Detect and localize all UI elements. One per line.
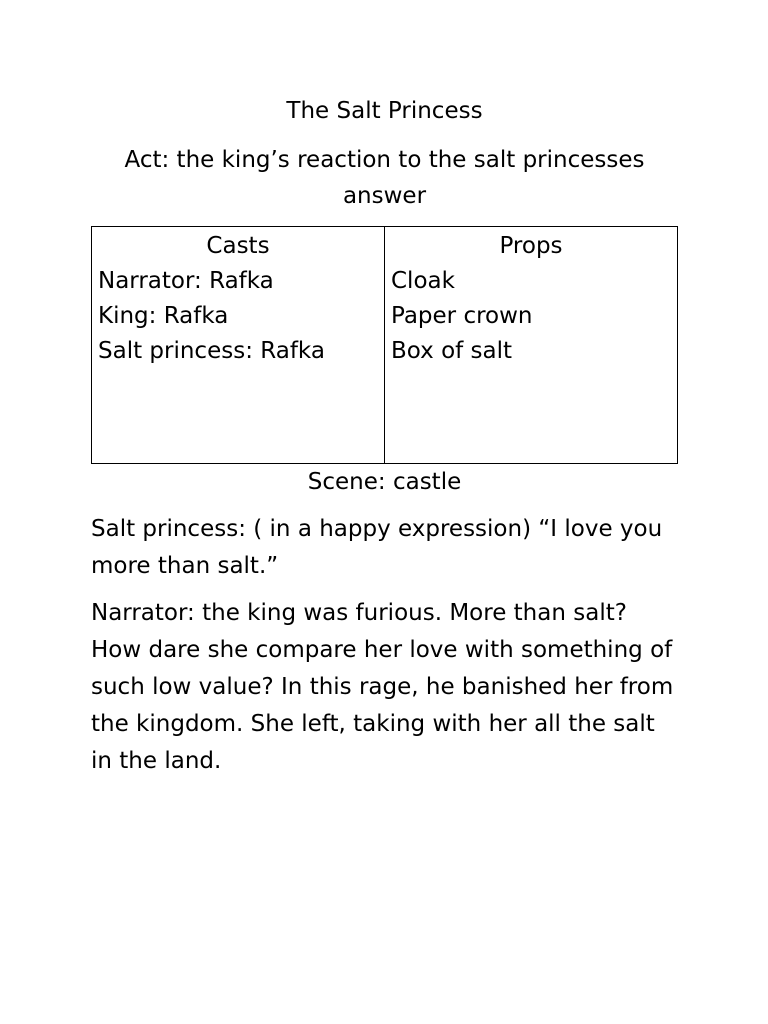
act-heading: Act: the king’s reaction to the salt princesses answer: [124, 147, 645, 209]
narration-paragraph: Narrator: the king was furious. More than salt? How dare she compare her love with something of such low value? In this rage, he banished her from the kingdom. She left, taking with her all the salt in the land.: [91, 600, 674, 774]
prop-item-box-of-salt: Box of salt: [391, 338, 513, 364]
prop-item-cloak: Cloak: [391, 268, 455, 294]
document-title: The Salt Princess: [286, 98, 483, 124]
cast-item-king: King: Rafka: [98, 303, 229, 329]
props-cell: [385, 227, 678, 464]
dialogue-salt-princess: Salt princess: ( in a happy expression) “I love you more than salt.”: [91, 516, 663, 579]
cast-item-narrator: Narrator: Rafka: [98, 268, 274, 294]
props-header: Props: [499, 233, 563, 259]
casts-cell: [92, 227, 385, 464]
prop-item-paper-crown: Paper crown: [391, 303, 533, 329]
casts-header: Casts: [206, 233, 270, 259]
cast-props-table: [91, 226, 678, 464]
table-row: [92, 227, 678, 464]
cast-item-salt-princess: Salt princess: Rafka: [98, 338, 325, 364]
scene-heading: Scene: castle: [307, 469, 462, 495]
